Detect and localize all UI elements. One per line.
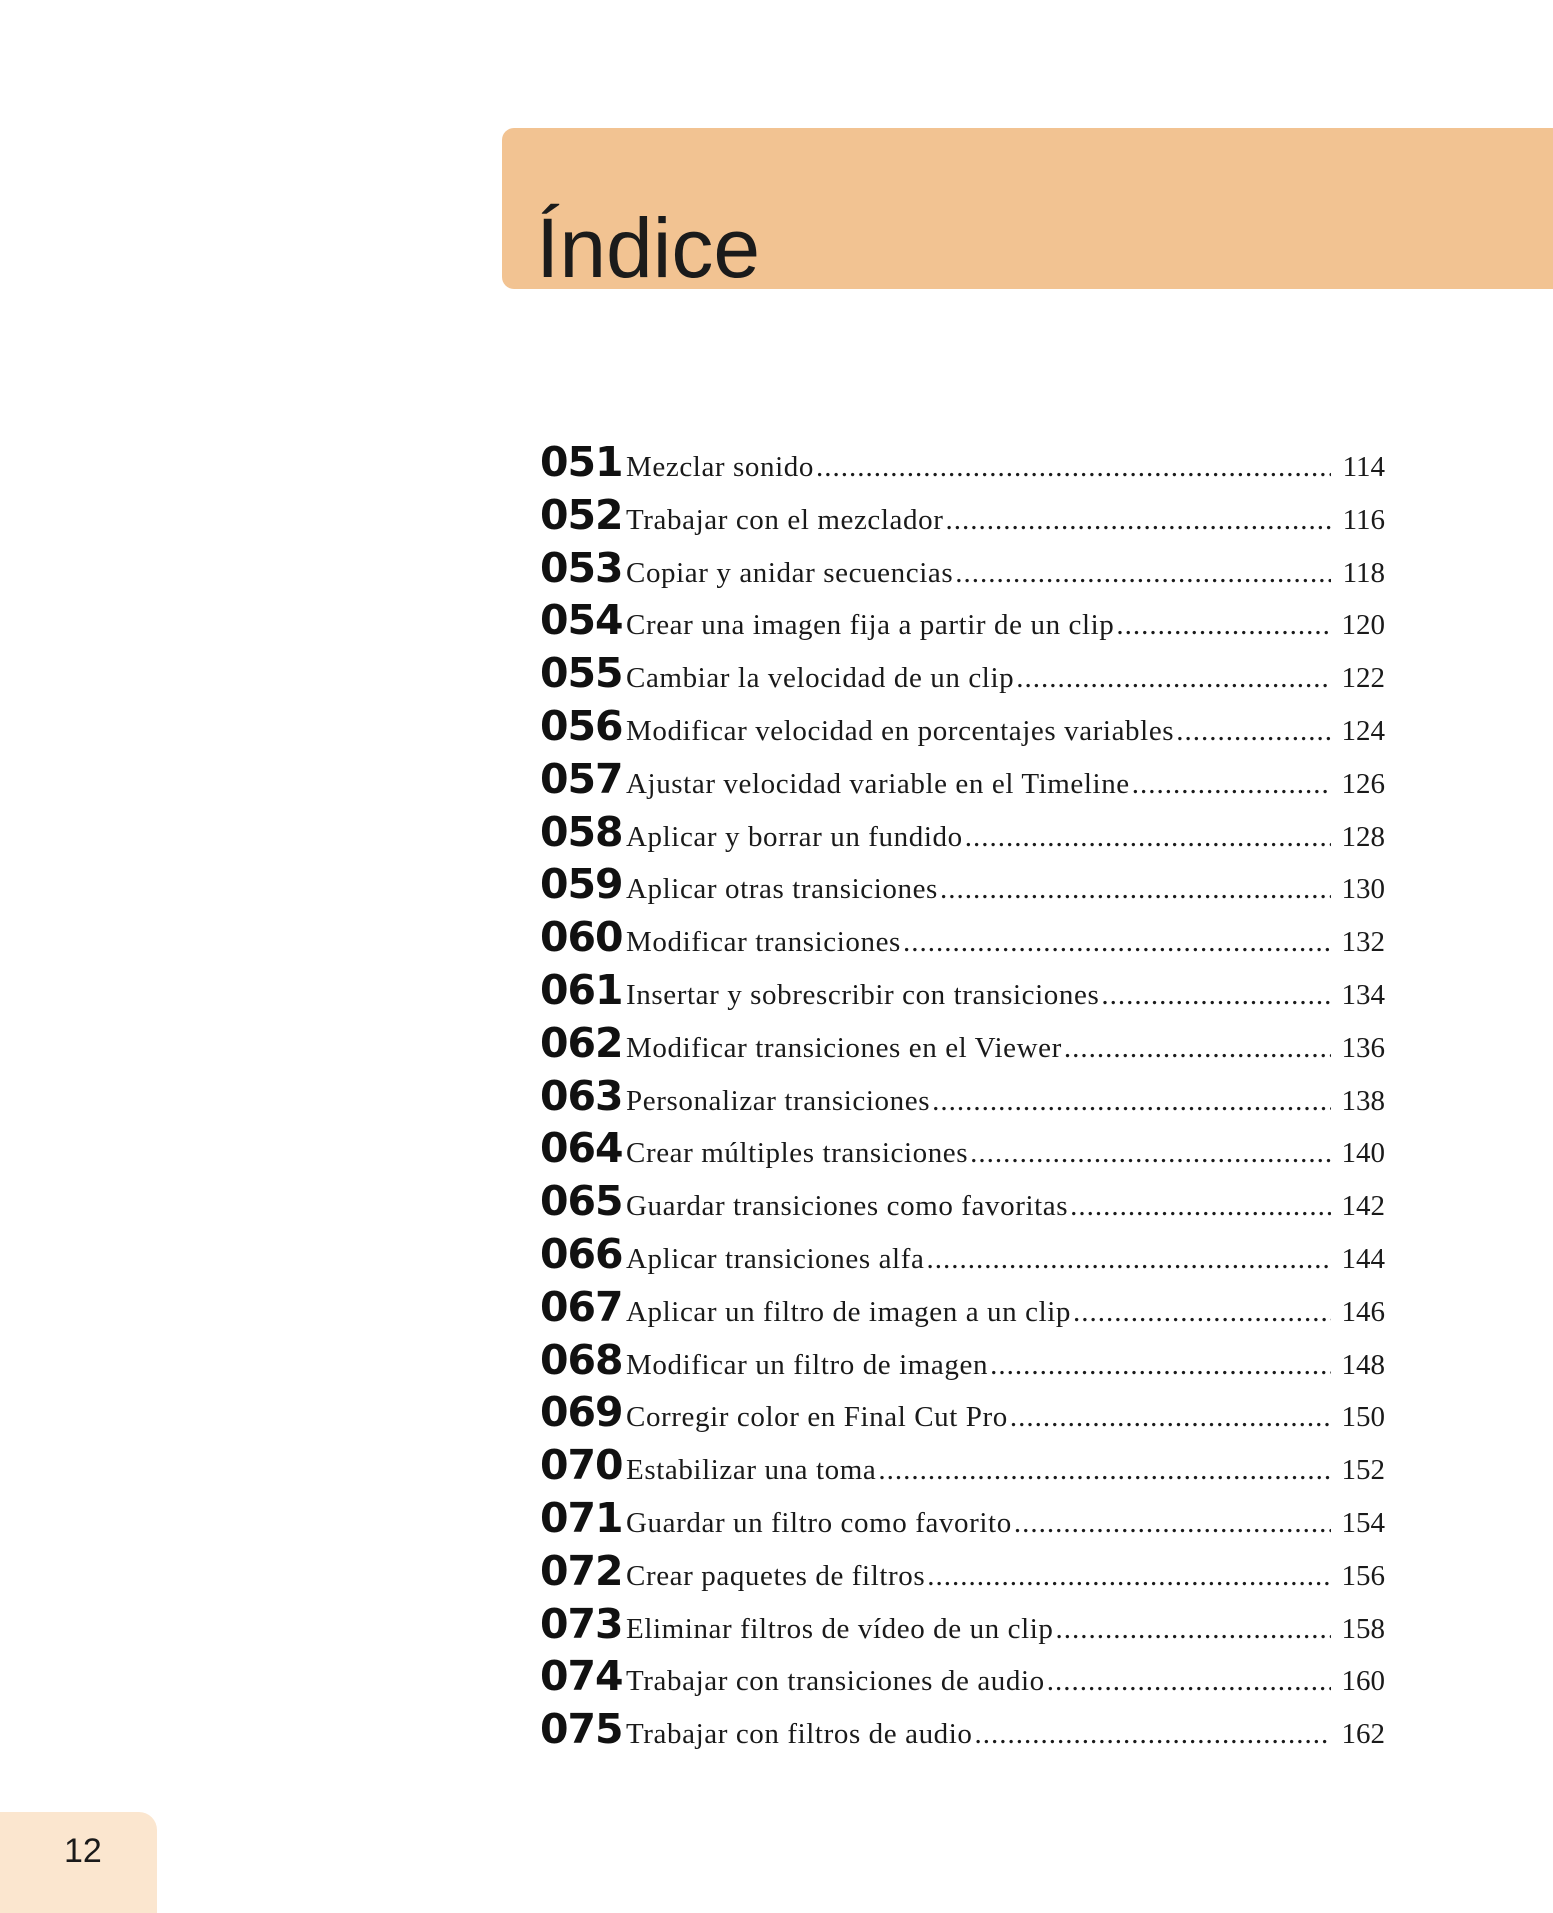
toc-entry-title: Guardar transiciones como favoritas	[626, 1190, 1069, 1223]
toc-entry-title: Modificar transiciones en el Viewer	[626, 1031, 1062, 1064]
toc-dot-leader	[975, 1718, 1331, 1751]
toc-entry-page: 114	[1342, 451, 1385, 483]
toc-entry-number: 061	[540, 965, 623, 1014]
toc-entry-page: 148	[1341, 1348, 1385, 1381]
toc-entry[interactable]	[540, 1652, 1385, 1705]
toc-entry-page: 156	[1341, 1559, 1385, 1592]
toc-entry-page: 126	[1341, 767, 1385, 800]
toc-entry[interactable]	[540, 1124, 1385, 1177]
toc-entry-page: 136	[1341, 1031, 1385, 1064]
toc-entry-page: 124	[1341, 714, 1385, 747]
toc-entry-page: 144	[1341, 1242, 1385, 1275]
toc-dot-leader	[1132, 768, 1331, 801]
toc-entry-number: 074	[540, 1652, 623, 1701]
toc-entry-page: 120	[1341, 609, 1385, 642]
toc-entry-title: Crear una imagen fija a partir de un clip	[626, 609, 1115, 642]
toc-entry-page: 152	[1341, 1454, 1385, 1487]
toc-entry[interactable]	[540, 438, 1385, 491]
toc-entry[interactable]	[540, 913, 1385, 966]
toc-dot-leader	[878, 1454, 1331, 1487]
toc-dot-leader	[1010, 1401, 1331, 1434]
toc-entry-title: Aplicar un filtro de imagen a un clip	[626, 1295, 1071, 1328]
toc-entry-page: 142	[1341, 1190, 1385, 1223]
toc-entry-title: Eliminar filtros de vídeo de un clip	[626, 1612, 1054, 1645]
page-number-tab	[0, 1812, 157, 1913]
toc-entry-page: 140	[1341, 1137, 1385, 1170]
toc-entry-page: 118	[1342, 556, 1385, 589]
toc-entry[interactable]	[540, 1072, 1385, 1125]
toc-entry-title: Crear paquetes de filtros	[626, 1559, 926, 1592]
toc-entry-title: Trabajar con el mezclador	[626, 503, 944, 536]
toc-entry-number: 059	[540, 860, 623, 909]
toc-entry-number: 073	[540, 1599, 623, 1648]
toc-dot-leader	[926, 1243, 1331, 1276]
toc-entry[interactable]	[540, 755, 1385, 808]
toc-entry-number: 068	[540, 1335, 623, 1384]
toc-entry-title: Mezclar sonido	[626, 451, 814, 483]
toc-entry-page: 130	[1341, 873, 1385, 906]
toc-entry-title: Ajustar velocidad variable en el Timeline	[626, 767, 1130, 800]
toc-entry[interactable]	[540, 1336, 1385, 1389]
toc-entry-page: 134	[1341, 978, 1385, 1011]
toc-entry[interactable]	[540, 1705, 1385, 1758]
toc-dot-leader	[903, 926, 1331, 959]
toc-entry-number: 060	[540, 913, 623, 962]
toc-entry-page: 132	[1341, 926, 1385, 959]
toc-entry[interactable]	[540, 860, 1385, 913]
toc-entry-title: Aplicar y borrar un fundido	[626, 820, 963, 853]
toc-entry[interactable]	[540, 1019, 1385, 1072]
toc-entry[interactable]	[540, 702, 1385, 755]
toc-entry-title: Crear múltiples transiciones	[626, 1137, 969, 1170]
toc-entry-number: 063	[540, 1071, 623, 1120]
toc-entry-number: 056	[540, 701, 623, 750]
toc-entry-number: 065	[540, 1177, 623, 1226]
toc-entry-number: 072	[540, 1546, 623, 1595]
toc-entry-number: 066	[540, 1229, 623, 1278]
toc-entry-page: 116	[1342, 503, 1385, 536]
toc-entry-page: 154	[1341, 1506, 1385, 1539]
toc-entry-page: 122	[1341, 662, 1385, 695]
toc-entry[interactable]	[540, 596, 1385, 649]
toc-entry[interactable]	[540, 649, 1385, 702]
toc-dot-leader	[816, 451, 1331, 484]
toc-entry-number: 053	[540, 543, 623, 592]
toc-entry-title: Trabajar con transiciones de audio	[626, 1665, 1045, 1698]
toc-entry-title: Estabilizar una toma	[626, 1454, 877, 1487]
toc-entry-number: 070	[540, 1441, 623, 1490]
toc-entry-title: Aplicar transiciones alfa	[626, 1242, 925, 1275]
toc-entry-page: 158	[1341, 1612, 1385, 1645]
toc-dot-leader	[1056, 1613, 1331, 1646]
toc-entry-title: Cambiar la velocidad de un clip	[626, 662, 1015, 695]
toc-dot-leader	[932, 1085, 1331, 1118]
toc-entry[interactable]	[540, 1441, 1385, 1494]
toc-entry-title: Personalizar transiciones	[626, 1084, 931, 1117]
toc-entry-title: Corregir color en Final Cut Pro	[626, 1401, 1008, 1434]
toc-entry-number: 067	[540, 1282, 623, 1331]
toc-entry-number: 055	[540, 649, 623, 698]
toc-entry-number: 069	[540, 1388, 623, 1437]
toc-entry-number: 052	[540, 490, 623, 539]
toc-dot-leader	[970, 1137, 1331, 1170]
toc-entry-title: Aplicar otras transiciones	[626, 873, 938, 906]
toc-entry[interactable]	[540, 1600, 1385, 1653]
toc-dot-leader	[1047, 1665, 1331, 1698]
toc-entry-number: 062	[540, 1018, 623, 1067]
toc-entry-title: Copiar y anidar secuencias	[626, 556, 954, 589]
toc-entry-number: 051	[540, 438, 623, 486]
toc-dot-leader	[1014, 1507, 1331, 1540]
toc-entry[interactable]	[540, 808, 1385, 861]
toc-dot-leader	[1064, 1032, 1331, 1065]
toc-entry-page: 162	[1341, 1718, 1385, 1751]
toc-dot-leader	[946, 504, 1332, 537]
toc-entry[interactable]	[540, 1494, 1385, 1547]
toc-dot-leader	[1016, 662, 1331, 695]
toc-dot-leader	[927, 1560, 1331, 1593]
toc-dot-leader	[990, 1349, 1331, 1382]
table-of-contents	[540, 438, 1385, 1758]
toc-entry-page: 138	[1341, 1084, 1385, 1117]
toc-dot-leader	[1070, 1190, 1331, 1223]
toc-entry-title: Insertar y sobrescribir con transiciones	[626, 978, 1100, 1011]
toc-entry-number: 071	[540, 1493, 623, 1542]
toc-dot-leader	[965, 821, 1331, 854]
toc-entry-title: Guardar un filtro como favorito	[626, 1506, 1012, 1539]
toc-entry-title: Modificar velocidad en porcentajes variables	[626, 714, 1175, 747]
toc-entry-page: 160	[1341, 1665, 1385, 1698]
toc-entry[interactable]	[540, 1388, 1385, 1441]
toc-dot-leader	[1116, 609, 1331, 642]
toc-entry-page: 146	[1341, 1295, 1385, 1328]
toc-entry-title: Modificar un filtro de imagen	[626, 1348, 989, 1381]
toc-entry-title: Modificar transiciones	[626, 926, 901, 959]
toc-entry-number: 064	[540, 1124, 623, 1173]
toc-entry-page: 128	[1341, 820, 1385, 853]
toc-entry-number: 058	[540, 807, 623, 856]
toc-entry[interactable]	[540, 1283, 1385, 1336]
toc-dot-leader	[1176, 715, 1331, 748]
toc-entry-number: 054	[540, 596, 623, 645]
toc-entry[interactable]	[540, 1547, 1385, 1600]
toc-entry[interactable]	[540, 966, 1385, 1019]
toc-dot-leader	[1073, 1296, 1331, 1329]
page-title: Índice	[536, 201, 761, 295]
toc-entry-number: 057	[540, 754, 623, 803]
toc-entry-page: 150	[1341, 1401, 1385, 1434]
toc-dot-leader	[940, 873, 1331, 906]
toc-entry[interactable]	[540, 1177, 1385, 1230]
toc-dot-leader	[1101, 979, 1331, 1012]
toc-dot-leader	[955, 557, 1331, 590]
toc-entry-number: 075	[540, 1705, 623, 1754]
toc-entry[interactable]	[540, 491, 1385, 544]
toc-entry[interactable]	[540, 544, 1385, 597]
toc-entry[interactable]	[540, 1230, 1385, 1283]
page-number: 12	[64, 1832, 102, 1870]
header-band	[502, 128, 1553, 295]
toc-entry-title: Trabajar con filtros de audio	[626, 1718, 973, 1751]
